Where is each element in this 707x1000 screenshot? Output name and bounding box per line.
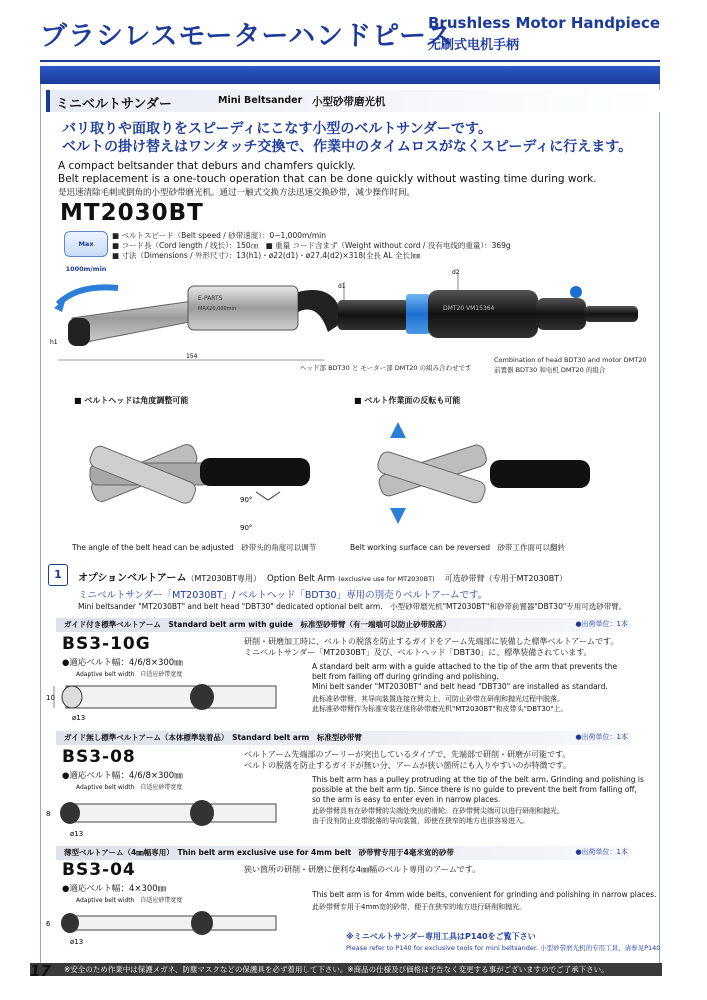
spec-speed: ■ ベルトスピード（Belt speed / 砂带速度）：0~1,000m/min bbox=[112, 231, 326, 240]
description-cn: 是迅速清除毛刺或倒角的小型砂带磨光机。通过一触式交换方法迅速交换砂带，减少操作时间。 bbox=[58, 188, 416, 198]
dim-d-bs3-08: ø13 bbox=[70, 830, 84, 838]
arm-bar-bs3-08: ガイド無し標準ベルトアーム（本体標準装着品） Standard belt arm 标准型砂带臂 ●出荷単位：1本 bbox=[56, 731, 632, 745]
arm2-en-3: so the arm is easy to enter even in narrow places. bbox=[312, 795, 501, 804]
speed-badge: Max 1000m/min bbox=[64, 231, 108, 257]
description-en-1: A compact beltsander that deburs and chamfers quickly. bbox=[58, 160, 356, 172]
belt-width-en-bs3-08: Adaptive belt width 自适应砂带宽度 bbox=[76, 784, 183, 791]
combo-cn: 前置器 BDT30 和电机 DMT20 的组合 bbox=[494, 366, 606, 374]
section-title-cn: 小型砂带磨光机 bbox=[312, 96, 386, 108]
angle-adjust-photo bbox=[70, 408, 310, 538]
option-subtitle-jp: ミニベルトサンダー「MT2030BT」/ ベルトヘッド「BDT30」専用の別売りベルトアームです。 bbox=[78, 590, 488, 601]
option-number-badge: 1 bbox=[48, 564, 68, 586]
option-title: オプションベルトアーム（MT2030BT専用） Option Belt Arm (exclusive use for MT2030BT) 可选砂带臂（专用于MT2030BT） bbox=[78, 573, 568, 584]
dim-h-bs3-08: 8 bbox=[46, 810, 51, 818]
page-title-cn: 无刷式电机手柄 bbox=[428, 38, 520, 53]
belt-width-bs3-10g: ●適応ベルト幅：4/6/8×300㎜ bbox=[62, 658, 183, 668]
arm-diagram-bs3-10g bbox=[44, 676, 304, 724]
arm-bar-bs3-10g: ガイド付き標準ベルトアーム Standard belt arm with guide 标准型砂带臂（有一端端可以防止砂带脱落） ●出荷単位：1本 bbox=[56, 618, 632, 632]
product-code-bs3-04: BS3-04 bbox=[62, 860, 136, 880]
spec-dimensions: ■ 寸法（Dimensions / 外形尺寸）：13(h1)・ø22(d1)・ø27.4(d2)×318(全長 AL 全长)㎜ bbox=[112, 251, 421, 260]
svg-text:MAX20,000min: MAX20,000min bbox=[198, 306, 237, 312]
header-band bbox=[40, 66, 660, 84]
dim-d2: d2 bbox=[452, 269, 460, 276]
dim-d-bs3-04: ø13 bbox=[70, 938, 84, 946]
header-rule bbox=[40, 60, 660, 62]
footer-text: ※安全のため作業中は保護メガネ、防塵マスクなどの保護具を必ず着用して下さい。※商品の仕様及び価格は予告なく変更する事がございますのでご了承下さい。 bbox=[64, 965, 609, 974]
belt-width-bs3-08: ●適応ベルト幅：4/6/8×300㎜ bbox=[62, 771, 183, 781]
arm1-jp-2: ミニベルトサンダー「MT2030BT」及び、ベルトヘッド「DBT30」に、標準装備されています。 bbox=[244, 648, 592, 657]
arm3-cn-1: 此砂带臂专用于4mm宽的砂带，便于在狭窄的地方进行研削和抛光。 bbox=[312, 903, 527, 911]
page-title-en: Brushless Motor Handpiece bbox=[428, 14, 661, 32]
arm1-jp-1: 研削・研磨加工時に、ベルトの脱落を防止するガイドをアーム先端部に装備した標準ベルトアームです。 bbox=[244, 637, 619, 646]
feature-reverse-label: ■ ベルト作業面の反転も可能 bbox=[354, 396, 461, 405]
page-number: 17 bbox=[30, 962, 51, 980]
arm1-en-1: A standard belt arm with a guide attached to the tip of the arm that prevents the bbox=[312, 662, 618, 671]
arm2-jp-1: ベルトアーム先端部のプーリーが突出しているタイプで、先端部で研削・研磨が可能です。 bbox=[244, 750, 571, 759]
arm2-en-1: This belt arm has a pulley protruding at the tip of the belt arm. Grinding and polishing is bbox=[312, 775, 644, 784]
product-code-bs3-10g: BS3-10G bbox=[62, 634, 151, 654]
arm-diagram-bs3-08 bbox=[44, 792, 304, 840]
section-title-jp: ミニベルトサンダー bbox=[56, 97, 172, 112]
reverse-surface-photo bbox=[350, 408, 590, 538]
belt-width-en-bs3-10g: Adaptive belt width 自适应砂带宽度 bbox=[76, 671, 183, 678]
svg-text:E-PARTS: E-PARTS bbox=[198, 295, 223, 302]
arm2-cn-1: 此砂带臂具有在砂带臂的尖端处突出的滑轮。在砂带臂尖端可以进行研削和抛光。 bbox=[312, 807, 564, 815]
arm1-cn-2: 此标准砂带臂作为标准安装在迷你砂带磨光机"MT2030BT"和皮带头"DBT30"上。 bbox=[312, 705, 568, 713]
feature-angle-label: ■ ベルトヘッドは角度調整可能 bbox=[74, 396, 189, 405]
product-model: MT2030BT bbox=[60, 200, 204, 226]
lead-line-2: ベルトの掛け替えはワンタッチ交換で、作業中のタイムロスがなくスピーディに行えます。 bbox=[62, 139, 633, 155]
footer-band bbox=[30, 963, 662, 976]
description-en-2: Belt replacement is a one-touch operation that can be done quickly without wasting time during work. bbox=[58, 173, 597, 185]
dim-h-bs3-10g: 10 bbox=[46, 694, 55, 702]
belt-width-bs3-04: ●適応ベルト幅：4×300㎜ bbox=[62, 884, 167, 894]
svg-text:DMT20 VM15364: DMT20 VM15364 bbox=[443, 305, 495, 312]
feature-angle-caption: The angle of the belt head can be adjusted 砂带头的角度可以调节 bbox=[72, 543, 317, 552]
dim-d1: d1 bbox=[338, 283, 346, 290]
lead-line-1: バリ取りや面取りをスピーディにこなす小型のベルトサンダーです。 bbox=[62, 121, 492, 137]
dim-d-bs3-10g: ø13 bbox=[72, 714, 86, 722]
arm1-en-2: belt from falling off during grinding and polishing. bbox=[312, 672, 499, 681]
combo-en: Combination of head BDT30 and motor DMT20 bbox=[494, 356, 647, 364]
section-title-en: Mini Beltsander bbox=[218, 95, 303, 106]
arm1-en-3: Mini belt sander "MT2030BT" and belt head "DBT30" are installed as standard. bbox=[312, 682, 608, 691]
arm3-en-1: This belt arm is for 4mm wide belts, convenient for grinding and polishing in narrow places. bbox=[312, 890, 657, 899]
dim-length: 154 bbox=[186, 353, 198, 360]
feature-reverse-caption: Belt working surface can be reversed 砂带工作面可以翻转 bbox=[350, 543, 565, 552]
dim-h1: h1 bbox=[50, 339, 58, 346]
option-subtitle-en: Mini beltsander "MT2030BT" and belt head "DBT30" dedicated optional belt arm. 小型砂带磨光机"MT2030BT"和砂带前置器"DBT30"专用可选砂带臂。 bbox=[78, 602, 627, 611]
angle-bottom: 90° bbox=[240, 524, 253, 532]
combo-jp: ヘッド部 BDT30 と モーター部 DMT20 の組み合わせです bbox=[300, 364, 472, 372]
dim-h-bs3-04: 6 bbox=[46, 920, 51, 928]
arm2-jp-2: ベルトの脱落を防止するガイドが無い分、アームが狭い箇所にも入りやすいのが特徴です。 bbox=[244, 761, 571, 770]
spec-cord: ■ コード長（Cord length / 线长）：150㎝ ■ 重量 コード含まず（Weight without cord / 没有电线的重量）：369g bbox=[112, 241, 511, 250]
angle-top: 90° bbox=[240, 496, 253, 504]
page-title: ブラシレスモーターハンドピース bbox=[40, 21, 454, 52]
belt-width-en-bs3-04: Adaptive belt width 自适应砂带宽度 bbox=[76, 897, 183, 904]
note-en: Please refer to P140 for exclusive tools for mini beltsander. 小型砂带磨光机的专用工具，请参见P140 bbox=[346, 944, 661, 952]
arm3-jp-1: 狭い箇所の研削・研磨に便利な4㎜幅のベルト専用のアームです。 bbox=[244, 865, 481, 874]
arm2-en-2: possible at the belt arm tip. Since there is no guide to prevent the belt from falling off, bbox=[312, 785, 637, 794]
note-jp: ※ミニベルトサンダー専用工具はP140をご覧下さい bbox=[346, 932, 536, 941]
section-title-bar bbox=[46, 90, 660, 112]
arm-bar-bs3-04: 薄型ベルトアーム（4㎜幅専用） Thin belt arm exclusive use for 4mm belt 砂带臂专用于4毫米宽的砂带 ●出荷単位：1本 bbox=[56, 846, 632, 860]
product-code-bs3-08: BS3-08 bbox=[62, 747, 136, 767]
arm-diagram-bs3-04 bbox=[44, 904, 304, 950]
arm1-cn-1: 此标准砂带臂，其导向装置连接在臂尖上，可防止砂带在研削和抛光过程中脱落。 bbox=[312, 695, 564, 703]
arm2-cn-2: 由于没有防止皮带脱落的导向装置，即使在狭窄的地方也很容易进入。 bbox=[312, 817, 529, 825]
